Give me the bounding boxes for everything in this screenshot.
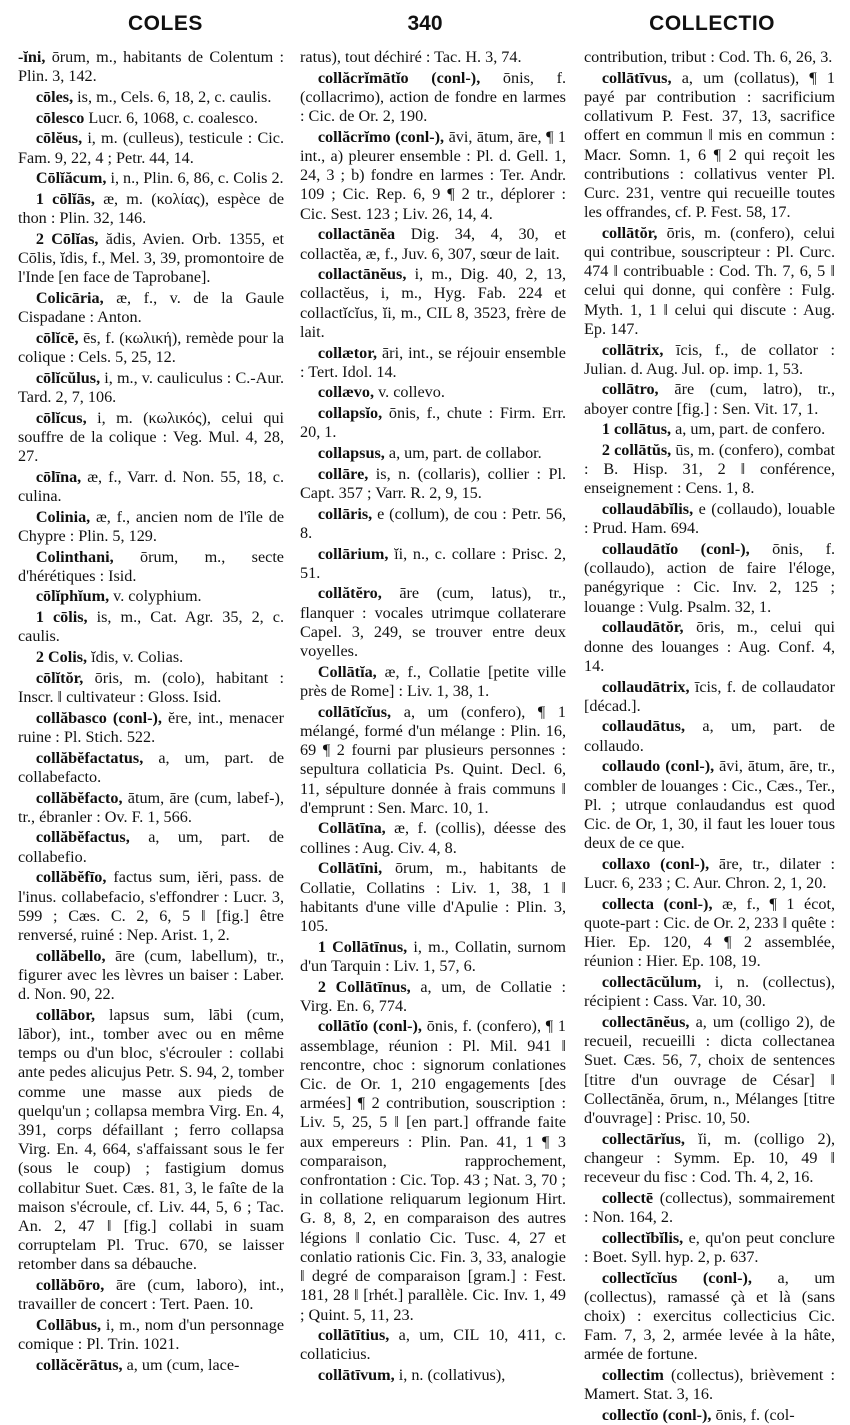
dictionary-entry (300, 1366, 566, 1385)
entry-definition: v. colyphium. (113, 587, 202, 606)
dictionary-entry (18, 329, 284, 367)
dictionary-entry (18, 749, 284, 787)
entry-headword: Collābus, (35, 1316, 102, 1334)
entry-definition: ēs, f. (κωλική), remède pour la colique : Cels. 5, 25, 12. (18, 328, 285, 367)
dictionary-entry (584, 1366, 835, 1404)
entry-headword: collăbĕfacto, (35, 788, 123, 807)
entry-headword: collectārĭus, (601, 1129, 685, 1148)
entry-definition: æ, m. (κολίας), espèce de thon : Plin. 32, 146. (18, 189, 285, 228)
entry-headword: collaudātrix, (601, 677, 690, 696)
dictionary-entry (300, 938, 566, 976)
dictionary-entry (584, 540, 835, 617)
entry-headword: collectācŭlum, (601, 973, 702, 992)
entry-headword: collātīvum, (317, 1366, 395, 1385)
entry-headword: cōlesco (35, 108, 85, 127)
dictionary-entry (584, 678, 835, 716)
entry-headword: cōlĭcus, (35, 408, 87, 427)
entry-headword: collectĭcĭus (conl-), (601, 1268, 752, 1287)
dictionary-entry (300, 505, 566, 543)
dictionary-entry (300, 48, 566, 67)
dictionary-entry (584, 441, 835, 499)
entry-headword: collapsĭo, (317, 404, 383, 423)
entry-definition: ōris, m., celui qui donne des louanges : Aug. Conf. 4, 14. (584, 618, 836, 675)
dictionary-entry (300, 545, 566, 583)
entry-headword: collăbōro, (35, 1276, 105, 1295)
entry-definition: ūs, m. (confero), combat : B. Hisp. 31, 2 ‖ conférence, enseignement : Cens. 1, 8. (584, 441, 836, 498)
entry-headword: collātŏr, (601, 223, 658, 242)
entry-definition: i, n. (collativus), (398, 1366, 506, 1385)
entry-headword: collātĭcĭus, (317, 702, 392, 721)
entry-definition: is, m., Cat. Agr. 35, 2, c. caulis. (18, 608, 284, 646)
dictionary-entry (584, 1189, 835, 1227)
dictionary-entry (584, 1406, 835, 1425)
entry-headword: collăbello, (35, 946, 106, 965)
entry-definition: īcis, f. de collaudator [décad.]. (584, 677, 835, 715)
dictionary-entry (584, 757, 835, 853)
entry-definition: āvi, ātum, āre, ¶ 1 int., a) pleurer ensemble : Pl. d. Gell. 1, 24, 3 ; b) fondre en larmes : Ter. Andr. 109 ; Cic. Rep. 6, 9 ¶ 2 tr., déplorer : Cic. Sest. 123 ; Liv. 26, 14, 4. (300, 127, 566, 223)
entry-headword: collāre, (317, 464, 369, 483)
dictionary-entry (300, 1326, 566, 1364)
dictionary-entry (18, 369, 284, 407)
dictionary-entry (18, 1006, 284, 1275)
entry-headword: Colinia, (35, 507, 91, 526)
entry-definition: ōrum, m., habitants de Colentum : Plin. 3, 142. (18, 48, 284, 86)
dictionary-entry (584, 341, 835, 379)
entry-headword: collaudātĭo (conl-), (601, 540, 750, 559)
entry-headword: collāris, (317, 504, 373, 523)
entry-headword: 2 Cōlĭas, (35, 229, 99, 248)
dictionary-entry (584, 500, 835, 538)
dictionary-entry (300, 69, 566, 127)
entry-headword: Collātĭa, (317, 662, 377, 681)
entry-definition: a, um (collectus), ramassé çà et là (sans choix) : exercitus collecticius Cic. Fam. 7, 3, 2, armée levée à la hâte, armée de fortune. (584, 1268, 836, 1364)
entry-definition: æ, f., Collatie [petite ville près de Rome] : Liv. 1, 38, 1. (300, 662, 566, 700)
dictionary-entry (18, 129, 284, 167)
dictionary-entry (584, 1013, 835, 1128)
entry-headword: collātĭo (conl-), (317, 1017, 422, 1036)
entry-definition: i, m. (κωλικός), celui qui souffre de la colique : Veg. Mul. 4, 28, 27. (18, 408, 284, 466)
entry-headword: 1 cōlĭās, (35, 189, 95, 208)
dictionary-entry (300, 703, 566, 818)
dictionary-entry (300, 404, 566, 442)
entry-definition: v. collevo. (378, 383, 445, 402)
entry-definition: æ, f., ¶ 1 écot, quote-part : Cic. de Or. 2, 233 ‖ quête : Hier. Ep. 120, 4 ¶ 2 assemblée, réunion : Hier. Ep. 108, 19. (584, 894, 836, 971)
entry-headword: Collātīna, (317, 819, 386, 838)
dictionary-entry (584, 618, 835, 676)
dictionary-entry (584, 1269, 835, 1365)
entry-headword: collecta (conl-), (601, 894, 713, 913)
entry-headword: collaudātus, (601, 717, 686, 736)
entry-definition: i, m., Dig. 40, 2, 13, collactĕus, i, m., Hyg. Fab. 224 et collactĭcĭus, ĭi, m., CIL 8, 3523, frère de lait. (300, 265, 567, 341)
page-number: 340 (407, 12, 443, 35)
dictionary-entry (18, 828, 284, 866)
entry-headword: cōlĭcē, (35, 328, 79, 347)
dictionary-column-2 (300, 48, 567, 1385)
entry-definition: e, qu'on peut conclure : Boet. Syll. hyp. 2, p. 637. (584, 1228, 835, 1266)
entry-definition: a, um, part. de collabefacto. (18, 748, 284, 786)
entry-headword: collăbĕfactus, (35, 828, 130, 847)
entry-definition: ratus), tout déchiré : Tac. H. 3, 74. (300, 48, 522, 66)
dictionary-column-1 (18, 48, 285, 1374)
dictionary-entry (18, 587, 284, 606)
dictionary-entry (18, 1276, 284, 1314)
dictionary-entry (18, 709, 284, 747)
dictionary-entry (300, 584, 566, 661)
dictionary-entry (18, 648, 284, 667)
entry-definition: i, m., v. cauliculus : C.-Aur. Tard. 2, 7, 106. (18, 368, 285, 406)
entry-headword: cōlĭcŭlus, (35, 368, 101, 387)
dictionary-entry (584, 1229, 835, 1267)
dictionary-entry (300, 663, 566, 701)
entry-definition: æ, f., v. de la Gaule Cispadane : Anton. (18, 288, 284, 327)
dictionary-entry (584, 48, 835, 67)
dictionary-entry (18, 947, 284, 1005)
entry-headword: collaudātŏr, (601, 618, 684, 637)
entry-definition: contribution, tribut : Cod. Th. 6, 26, 3. (584, 48, 833, 66)
entry-headword: collātītius, (317, 1326, 390, 1345)
dictionary-entry (18, 548, 284, 586)
dictionary-entry (584, 973, 835, 1011)
entry-definition: a, um, part. de confero. (675, 420, 826, 439)
entry-headword: collābor, (35, 1005, 96, 1024)
dictionary-entry (18, 109, 284, 128)
entry-definition: āvi, ātum, āre, tr., combler de louanges : Cic., Cæs., Ter., Pl. ; utrque conlaudandus est quod Cic. de Or, 1, 30, il faut les louer tous deux de ce que. (584, 757, 836, 853)
dictionary-column-3 (584, 48, 836, 1425)
entry-headword: 2 Colis, (35, 648, 88, 667)
entry-definition: āre (cum, latro), tr., aboyer contre [fig.] : Sen. Vit. 17, 1. (584, 380, 835, 418)
entry-headword: collævo, (317, 383, 375, 402)
entry-headword: 1 collātus, (601, 420, 672, 439)
dictionary-entry (300, 444, 566, 463)
entry-headword: cōlĕus, (35, 129, 83, 148)
entry-headword: Colinthani, (35, 547, 114, 566)
entry-definition: a, um, part. de collabor. (388, 444, 542, 463)
entry-headword: collectĭo (conl-), (601, 1406, 712, 1425)
entry-definition: īcis, f., de collator : Julian. d. Aug. Jul. op. imp. 1, 53. (584, 340, 836, 378)
entry-definition: ōnis, f. (collaudo), action de faire l'éloge, panégyrique : Cic. Inv. 2, 125 ; louange : Vulg. Psalm. 32, 1. (584, 540, 835, 616)
entry-definition: ōrum, m., habitants de Collatie, Collatins : Liv. 1, 38, 1 ‖ habitants d'une ville d'Apulie : Plin. 3, 105. (300, 859, 566, 935)
entry-definition: Dig. 34, 4, 30, et collactĕa, æ, f., Juv. 6, 307, sœur de lait. (300, 225, 567, 263)
dictionary-entry (18, 1316, 284, 1354)
entry-headword: collăbĕfactatus, (35, 748, 144, 767)
dictionary-entry (300, 859, 566, 936)
entry-definition: ōnis, f. (confero), ¶ 1 assemblage, réunion : Pl. Mil. 941 ‖ rencontre, choc : signorum conlationes Cic. de Or. 1, 210 engagements [des armées] ¶ 2 contribution, souscription : Liv. 5, 25, 5 ‖ [en part.] offrande faite aux empereurs : Plin. Pan. 41, 1 ¶ 3 comparaison, rapprochement, confrontation : Cic. Top. 43 ; Nat. 3, 70 ; in collatione reliquarum legionum Hirt. G. 8, 8, 2, en comparaison des autres légions ‖ conlatio Cic. Tusc. 4, 27 et conlatio rationis Cic. Fin. 3, 33, analogie ‖ degré de comparaison [gram.] : Fest. 181, 28 ‖ [rhét.] parallèle. Cic. Inv. 1, 49 ; Quint. 5, 11, 23. (300, 1017, 566, 1324)
entry-headword: collătĕro, (317, 584, 382, 603)
entry-definition: a, um (confero), ¶ 1 mélangé, formé d'un mélange : Plin. 16, 69 ¶ 2 fourni par plusieurs personnes : sepultura collaticia Ps. Quint. Decl. 6, 11, sépulture donnée à frais communs ‖ d'emprunt : Sen. Marc. 10, 1. (300, 702, 566, 817)
dictionary-entry (18, 230, 284, 288)
entry-headword: Colicāria, (35, 288, 104, 307)
page-header (0, 0, 850, 46)
dictionary-entry (584, 69, 835, 223)
entry-headword: collectē (601, 1188, 654, 1207)
dictionary-entry (18, 48, 284, 86)
dictionary-entry (300, 383, 566, 402)
entry-definition: is, n. (collaris), collier : Pl. Capt. 357 ; Varr. R. 2, 9, 15. (300, 464, 567, 502)
dictionary-entry (584, 717, 835, 755)
dictionary-entry (18, 789, 284, 827)
dictionary-entry (18, 669, 284, 707)
dictionary-entry (584, 1130, 835, 1188)
entry-headword: cōlĭtŏr, (35, 668, 84, 687)
entry-headword: collārium, (317, 544, 389, 563)
dictionary-entry (300, 265, 566, 342)
entry-headword: cōlīna, (35, 467, 82, 486)
dictionary-entry (584, 895, 835, 972)
entry-definition: (collectus), sommairement : Non. 164, 2. (584, 1188, 835, 1226)
dictionary-entry (300, 465, 566, 503)
entry-headword: cōles, (35, 87, 74, 106)
dictionary-entry (584, 380, 835, 418)
entry-headword: collactānĕus, (317, 265, 407, 284)
entry-definition: (collectus), brièvement : Mamert. Stat. 3, 16. (584, 1366, 836, 1404)
entry-headword: -ĭni, (18, 48, 46, 66)
entry-headword: collăcrĭmo (conl-), (317, 127, 445, 146)
entry-definition: āre (cum, labellum), tr., figurer avec les lèvres un baiser : Laber. d. Non. 90, 22. (18, 946, 284, 1004)
dictionary-entry (18, 190, 284, 228)
dictionary-entry (300, 128, 566, 224)
entry-headword: collātrix, (601, 340, 664, 359)
entry-definition: a, um (collatus), ¶ 1 payé par contribution : sacrificium collativum P. Fest. 37, 13, sacrifice offert en commun ‖ mis en commun : Macr. Somn. 1, 6 ¶ 2 qui reçoit les contributions : collativus venter Pl. Curc. 231, ventre qui recueille toutes les offrandes, cf. P. Fest. 58, 17. (584, 68, 836, 222)
entry-definition: ōris, m. (confero), celui qui contribue, souscripteur : Pl. Curc. 474 ‖ contribuable : Cod. Th. 7, 6, 5 ‖ celui qui donne, qui confère : Fulg. Myth. 1, 1 ‖ celui qui discute : Aug. Ep. 147. (584, 223, 836, 338)
dictionary-entry (18, 1356, 284, 1375)
dictionary-entry (300, 225, 566, 263)
entry-headword: Cōlĭăcum, (35, 169, 107, 188)
entry-headword: cōlĭphĭum, (35, 587, 110, 606)
entry-headword: collăbĕfīo, (35, 868, 107, 887)
dictionary-entry (584, 224, 835, 339)
entry-headword: collaudo (conl-), (601, 757, 715, 776)
entry-definition: i, m., nom d'un personnage comique : Pl. Trin. 1021. (18, 1316, 285, 1354)
entry-definition: a, um (cum, lace- (126, 1355, 240, 1374)
entry-definition: ātum, āre (cum, labef-), tr., ébranler : Ov. F. 1, 566. (18, 788, 284, 826)
dictionary-entry (18, 608, 284, 646)
entry-definition: i, n. (collectus), récipient : Cass. Var. 10, 30. (584, 973, 835, 1011)
entry-definition: ădis, Avien. Orb. 1355, et Cōlis, ĭdis, f., Mel. 3, 39, promontoire de l'Inde [en face de Taprobane]. (18, 229, 284, 287)
entry-definition: e (collaudo), louable : Prud. Ham. 694. (584, 500, 836, 538)
running-head-right: COLLECTIO (649, 12, 775, 35)
entry-definition: i, m., Collatin, surnom d'un Tarquin : Liv. 1, 57, 6. (300, 937, 567, 975)
entry-definition: ōnis, f. (col- (715, 1406, 795, 1425)
entry-headword: collactānĕa (317, 225, 396, 244)
entry-definition: æ, f., ancien nom de l'île de Chypre : Plin. 5, 129. (18, 507, 285, 545)
entry-definition: āre (cum, laboro), int., travailler de concert : Tert. Paen. 10. (18, 1276, 285, 1314)
entry-headword: collectĭbĭlis, (601, 1228, 684, 1247)
entry-headword: collætor, (317, 343, 378, 362)
entry-definition: a, um, part. de collaudo. (584, 717, 835, 755)
entry-headword: collaudābĭlis, (601, 500, 694, 519)
dictionary-entry (300, 819, 566, 857)
entry-definition: ōrum, m., secte d'hérétiques : Isid. (18, 547, 284, 585)
entry-headword: collapsus, (317, 444, 385, 463)
dictionary-entry (18, 169, 284, 188)
entry-definition: æ, f. (collis), déesse des collines : Aug. Civ. 4, 8. (300, 819, 566, 857)
dictionary-entry (18, 868, 284, 945)
dictionary-entry (18, 409, 284, 467)
entry-headword: Collātīni, (317, 859, 383, 878)
entry-definition: ĕre, int., menacer ruine : Pl. Stich. 522. (18, 708, 284, 746)
entry-definition: ōnis, f., chute : Firm. Err. 20, 1. (300, 404, 567, 442)
dictionary-entry (18, 468, 284, 506)
dictionary-entry (584, 420, 835, 439)
entry-headword: collātīvus, (601, 68, 672, 87)
entry-definition: āre (cum, latus), tr., flanquer : vocales utrimque collaterare Capel. 3, 249, se trouver entre deux voyelles. (300, 584, 567, 661)
dictionary-entry (584, 855, 835, 893)
entry-definition: i, m. (culleus), testicule : Cic. Fam. 9, 22, 4 ; Petr. 44, 14. (18, 129, 285, 167)
entry-definition: a, um (colligo 2), de recueil, recueilli : dicta collectanea Suet. Cæs. 56, 7, choix de sentences [titre d'un ouvrage de César] ‖ Collectānĕa, ōrum, n., Mélanges [titre d'ouvrage] : Prisc. 10, 50. (584, 1012, 836, 1127)
entry-definition: factus sum, iĕri, pass. de l'inus. collabefacio, s'effondrer : Lucr. 3, 599 ; Cæs. C. 2, 6, 5 ‖ [fig.] être renversé, ruiné : Nep. Arist. 1, 2. (18, 868, 284, 944)
dictionary-entry (300, 1017, 566, 1324)
entry-definition: ōnis, f. (collacrimo), action de fondre en larmes : Cic. de Or. 2, 190. (300, 68, 566, 126)
dictionary-entry (300, 978, 566, 1016)
entry-headword: 2 collātŭs, (601, 441, 672, 460)
entry-headword: collectim (601, 1366, 664, 1385)
entry-definition: lapsus sum, lābi (cum, lābor), int., tomber avec ou en même temps ou d'un bloc, s'écrouler : collabi ante pedes alicujus Petr. S. 94, 2, tomber comme une masse aux pieds de quelqu'un ; collapsa membra Virg. En. 4, 391, corps défaillant ; ferro collapsa Virg. En. 4, 664, s'affaissant sous le fer (sous le coup) ; fastigium domus collabitur Suet. Cæs. 81, 3, le faîte de la maison s'écroule, cf. Liv. 44, 5, 6 ; Tac. An. 2, 47 ‖ [fig.] collabi in suam corruptelam Pl. Truc. 670, se laisser retomber dans sa débauche. (18, 1005, 284, 1274)
entry-definition: a, um, de Collatie : Virg. En. 6, 774. (300, 977, 566, 1015)
dictionary-entry (18, 88, 284, 107)
entry-definition: āre, tr., dilater : Lucr. 6, 233 ; C. Aur. Chron. 2, 1, 20. (584, 854, 835, 893)
entry-definition: ĭi, n., c. collare : Prisc. 2, 51. (300, 544, 566, 582)
entry-headword: collaxo (conl-), (601, 854, 710, 873)
entry-headword: collăbasco (conl-), (35, 708, 162, 727)
entry-headword: collātro, (601, 380, 659, 399)
entry-headword: 1 cōlis, (35, 608, 88, 627)
entry-definition: is, m., Cels. 6, 18, 2, c. caulis. (77, 87, 272, 106)
entry-definition: i, n., Plin. 6, 86, c. Colis 2. (110, 169, 284, 188)
entry-definition: a, um, CIL 10, 411, c. collaticius. (300, 1326, 566, 1364)
entry-definition: ōris, m. (colo), habitant : Inscr. ‖ cultivateur : Gloss. Isid. (18, 668, 285, 706)
entry-definition: a, um, part. de collabefio. (18, 828, 284, 866)
entry-headword: collectānĕus, (601, 1012, 690, 1031)
entry-headword: collăcrĭmātĭo (conl-), (317, 68, 481, 87)
entry-headword: 2 Collātīnus, (317, 977, 411, 996)
entry-definition: ĭi, m. (colligo 2), changeur : Symm. Ep. 10, 49 ‖ receveur du fisc : Cod. Th. 4, 2, 16. (584, 1129, 836, 1187)
entry-definition: e (collum), de cou : Petr. 56, 8. (300, 504, 566, 542)
entry-definition: Lucr. 6, 1068, c. coalesco. (88, 108, 258, 127)
entry-headword: 1 Collātīnus, (317, 937, 408, 956)
entry-definition: ĭdis, v. Colias. (91, 648, 184, 667)
dictionary-entry (300, 344, 566, 382)
dictionary-entry (18, 289, 284, 327)
entry-headword: collăcĕrātus, (35, 1355, 123, 1374)
dictionary-entry (18, 508, 284, 546)
entry-definition: āri, int., se réjouir ensemble : Tert. Idol. 14. (300, 343, 566, 381)
running-head-left: COLES (128, 12, 203, 35)
entry-definition: æ, f., Varr. d. Non. 55, 18, c. culina. (18, 467, 284, 505)
